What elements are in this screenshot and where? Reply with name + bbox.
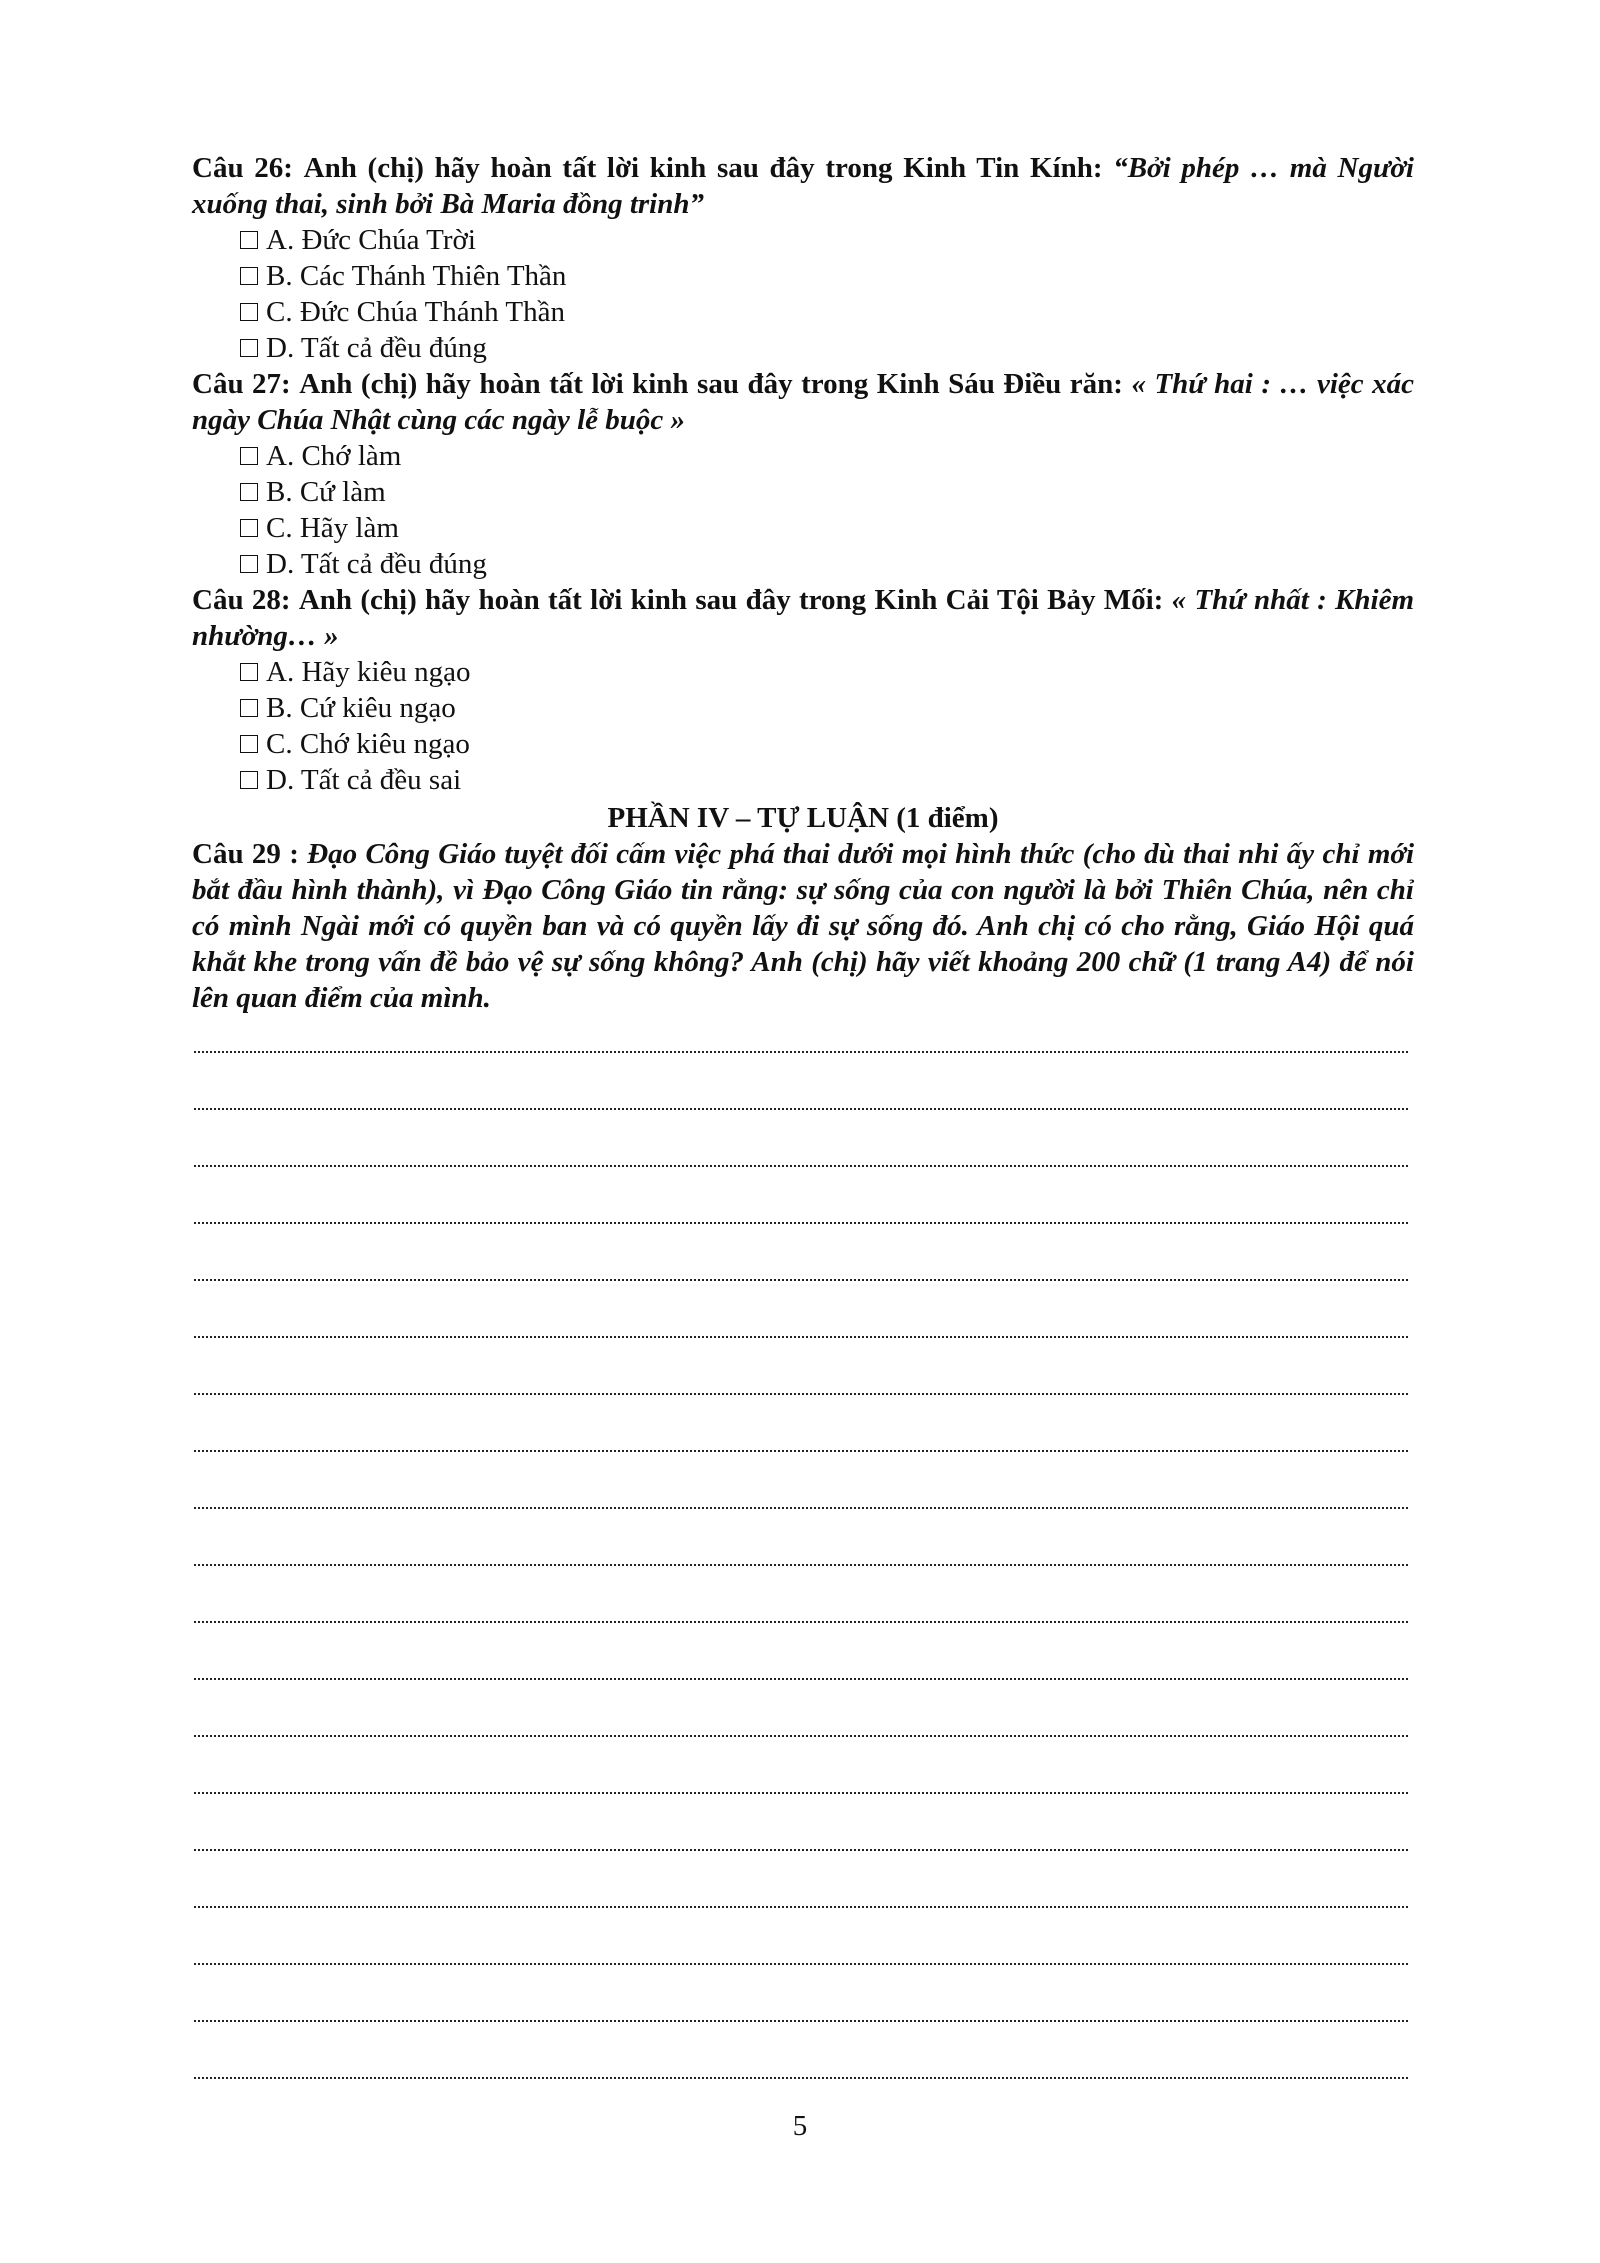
answer-line[interactable]	[192, 1254, 1414, 1311]
checkbox-icon[interactable]	[240, 555, 258, 573]
option-label: A. Chớ làm	[266, 440, 402, 472]
options-27	[192, 438, 1414, 582]
answer-line[interactable]	[192, 1653, 1414, 1710]
essay-body: Đạo Công Giáo tuyệt đối cấm việc phá thai dưới mọi hình thức (cho dù thai nhi ấy chỉ mới bắt đầu hình thành), vì Đạo Công Giáo tin rằng: sự sống của con người là bởi Thiên Chúa, nên chỉ có mình Ngài mới có quyền ban và có quyền lấy đi sự sống đó. Anh chị có cho rằng, Giáo Hội quá khắt khe trong vấn đề bảo vệ sự sống không? Anh (chị) hãy viết khoảng 200 chữ (1 trang A4) để nói lên quan điểm của mình.	[192, 838, 1415, 1014]
option-label: D. Tất cả đều đúng	[266, 332, 487, 364]
answer-line[interactable]	[192, 1425, 1414, 1482]
question-label: Câu 27:	[192, 368, 291, 400]
question-26	[192, 150, 1414, 222]
checkbox-icon[interactable]	[240, 267, 258, 285]
checkbox-icon[interactable]	[240, 303, 258, 321]
document-page	[192, 150, 1414, 2109]
checkbox-icon[interactable]	[240, 519, 258, 537]
checkbox-icon[interactable]	[240, 735, 258, 753]
question-quote: « Thứ nhất : Khiêm nhường… »	[192, 584, 1415, 652]
option-label: B. Cứ kiêu ngạo	[266, 692, 456, 724]
option-d[interactable]	[240, 762, 1414, 798]
option-label: A. Đức Chúa Trời	[266, 224, 476, 256]
answer-line[interactable]	[192, 1311, 1414, 1368]
checkbox-icon[interactable]	[240, 771, 258, 789]
question-text: Anh (chị) hãy hoàn tất lời kinh sau đây trong Kinh Sáu Điều răn:	[299, 368, 1123, 400]
option-d[interactable]	[240, 330, 1414, 366]
option-c[interactable]	[240, 510, 1414, 546]
essay-question	[192, 836, 1414, 1016]
option-d[interactable]	[240, 546, 1414, 582]
question-text: Anh (chị) hãy hoàn tất lời kinh sau đây trong Kinh Tin Kính:	[303, 152, 1103, 184]
option-a[interactable]	[240, 654, 1414, 690]
section-title: PHẦN IV – TỰ LUẬN (1 điểm)	[607, 802, 999, 834]
answer-line[interactable]	[192, 2052, 1414, 2109]
answer-line[interactable]	[192, 1710, 1414, 1767]
option-label: C. Hãy làm	[266, 512, 399, 544]
answer-line[interactable]	[192, 1767, 1414, 1824]
checkbox-icon[interactable]	[240, 483, 258, 501]
option-b[interactable]	[240, 474, 1414, 510]
question-27	[192, 366, 1414, 438]
answer-line[interactable]	[192, 1368, 1414, 1425]
question-text: Anh (chị) hãy hoàn tất lời kinh sau đây trong Kinh Cải Tội Bảy Mối:	[298, 584, 1164, 616]
option-c[interactable]	[240, 294, 1414, 330]
question-label: Câu 28:	[192, 584, 291, 616]
option-a[interactable]	[240, 222, 1414, 258]
option-b[interactable]	[240, 258, 1414, 294]
option-label: B. Cứ làm	[266, 476, 386, 508]
answer-line[interactable]	[192, 1995, 1414, 2052]
option-label: D. Tất cả đều đúng	[266, 548, 487, 580]
answer-line[interactable]	[192, 1938, 1414, 1995]
answer-line[interactable]	[192, 1881, 1414, 1938]
checkbox-icon[interactable]	[240, 339, 258, 357]
option-label: A. Hãy kiêu ngạo	[266, 656, 471, 688]
page-number: 5	[792, 2110, 808, 2142]
answer-line[interactable]	[192, 1083, 1414, 1140]
question-label: Câu 26:	[192, 152, 293, 184]
options-26	[192, 222, 1414, 366]
answer-line[interactable]	[192, 1596, 1414, 1653]
checkbox-icon[interactable]	[240, 663, 258, 681]
option-c[interactable]	[240, 726, 1414, 762]
checkbox-icon[interactable]	[240, 447, 258, 465]
answer-line[interactable]	[192, 1482, 1414, 1539]
option-a[interactable]	[240, 438, 1414, 474]
option-label: B. Các Thánh Thiên Thần	[266, 260, 567, 292]
question-28	[192, 582, 1414, 654]
option-label: C. Đức Chúa Thánh Thần	[266, 296, 565, 328]
essay-label: Câu 29 :	[192, 838, 299, 870]
option-label: D. Tất cả đều sai	[266, 764, 462, 796]
question-quote: « Thứ hai : … việc xác ngày Chúa Nhật cùng các ngày lễ buộc »	[192, 368, 1415, 436]
option-label: C. Chớ kiêu ngạo	[266, 728, 470, 760]
answer-line[interactable]	[192, 1824, 1414, 1881]
answer-line[interactable]	[192, 1539, 1414, 1596]
answer-area[interactable]	[192, 1026, 1414, 2109]
checkbox-icon[interactable]	[240, 699, 258, 717]
options-28	[192, 654, 1414, 798]
answer-line[interactable]	[192, 1197, 1414, 1254]
option-b[interactable]	[240, 690, 1414, 726]
answer-line[interactable]	[192, 1140, 1414, 1197]
answer-line[interactable]	[192, 1026, 1414, 1083]
checkbox-icon[interactable]	[240, 231, 258, 249]
question-quote: “Bởi phép … mà Người xuống thai, sinh bởi Bà Maria đồng trinh”	[192, 152, 1414, 220]
